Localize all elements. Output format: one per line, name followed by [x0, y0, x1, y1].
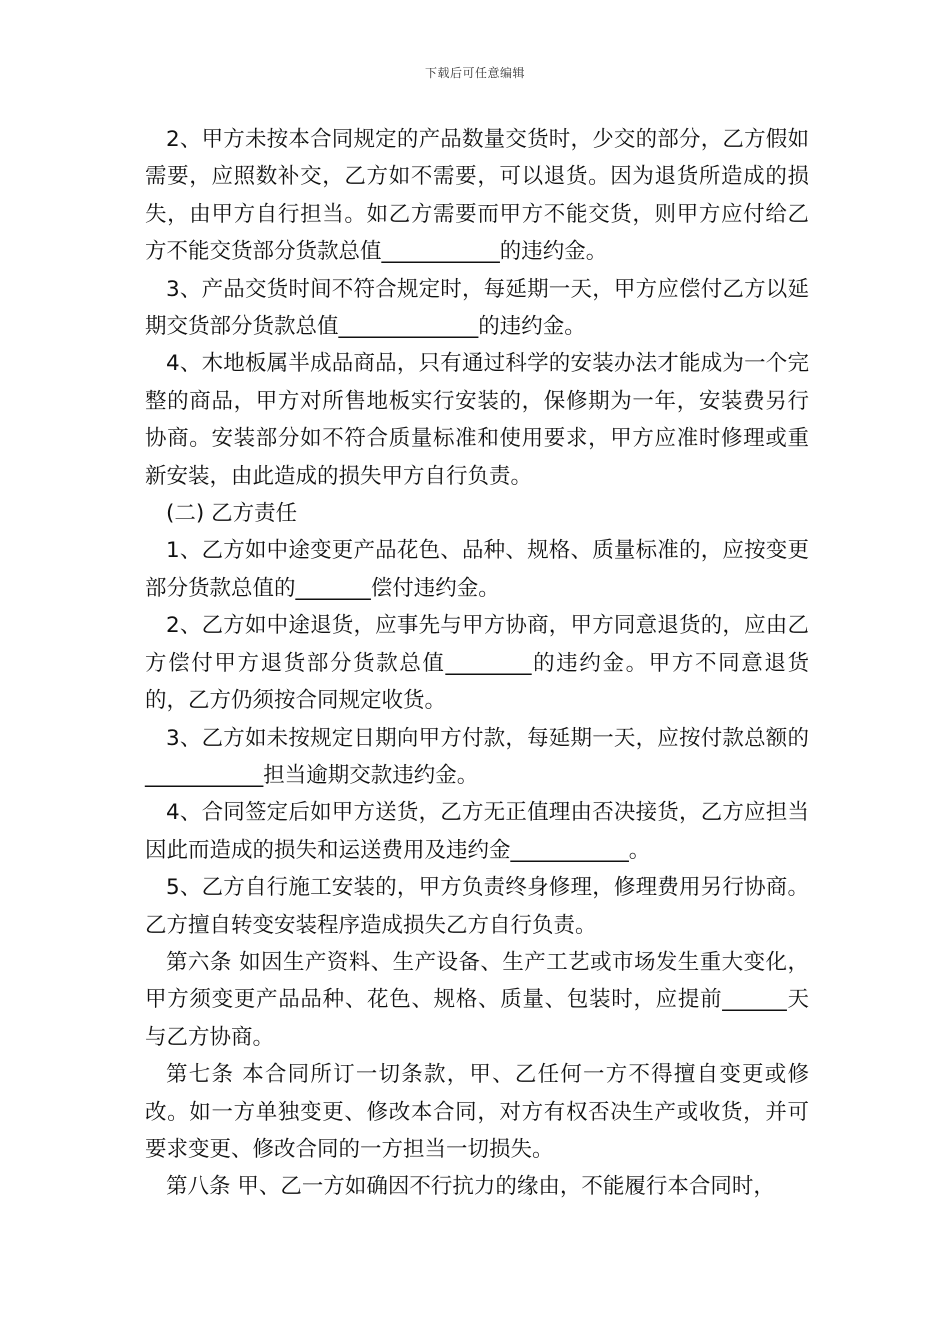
clause-paragraph: 5、乙方自行施工安装的，甲方负责终身修理，修理费用另行协商。乙方擅自转变安装程序造成损失乙方自行负责。	[145, 875, 809, 938]
article-paragraph: 第八条 甲、乙一方如确因不行抗力的缘由，不能履行本合同时，	[166, 1174, 775, 1200]
article-paragraph: 第七条 本合同所订一切条款，甲、乙任何一方不得擅自变更或修改。如一方单独变更、修改本合同，对方有权否决生产或收货，并可要求变更、修改合同的一方担当一切损失。	[145, 1062, 809, 1162]
page-header-note: 下载后可任意编辑	[424, 66, 525, 80]
clause-paragraph: 4、木地板属半成品商品，只有通过科学的安装办法才能成为一个完整的商品，甲方对所售地板实行安装的，保修期为一年，安装费另行协商。安装部分如不符合质量标准和使用要求，甲方应准时修理或重新安装，由此造成的损失甲方自行负责。	[145, 351, 809, 489]
article-paragraph: 第六条 如因生产资料、生产设备、生产工艺或市场发生重大变化，甲方须变更产品品种、花色、规格、质量、包装时，应提前______天与乙方协商。	[145, 949, 809, 1050]
section-heading: (二) 乙方责任	[166, 501, 298, 527]
clause-paragraph: 1、乙方如中途变更产品花色、品种、规格、质量标准的，应按变更部分货款总值的_______偿付违约金。	[145, 538, 809, 601]
clause-paragraph: 2、甲方未按本合同规定的产品数量交货时，少交的部分，乙方假如需要，应照数补交，乙方如不需要，可以退货。因为退货所造成的损失，由甲方自行担当。如乙方需要而甲方不能交货，则甲方应付给乙方不能交货部分货款总值___________的违约金。	[145, 127, 809, 265]
clause-paragraph: 3、乙方如未按规定日期向甲方付款，每延期一天，应按付款总额的___________担当逾期交款违约金。	[145, 725, 809, 788]
document-body	[145, 121, 809, 1206]
clause-paragraph: 2、乙方如中途退货，应事先与甲方协商，甲方同意退货的，应由乙方偿付甲方退货部分货款总值________的违约金。甲方不同意退货的，乙方仍须按合同规定收货。	[145, 613, 809, 714]
clause-paragraph: 3、产品交货时间不符合规定时，每延期一天，甲方应偿付乙方以延期交货部分货款总值_____________的违约金。	[145, 276, 809, 340]
clause-paragraph: 4、合同签定后如甲方送货，乙方无正值理由否决接货，乙方应担当因此而造成的损失和运送费用及违约金___________。	[145, 800, 809, 863]
